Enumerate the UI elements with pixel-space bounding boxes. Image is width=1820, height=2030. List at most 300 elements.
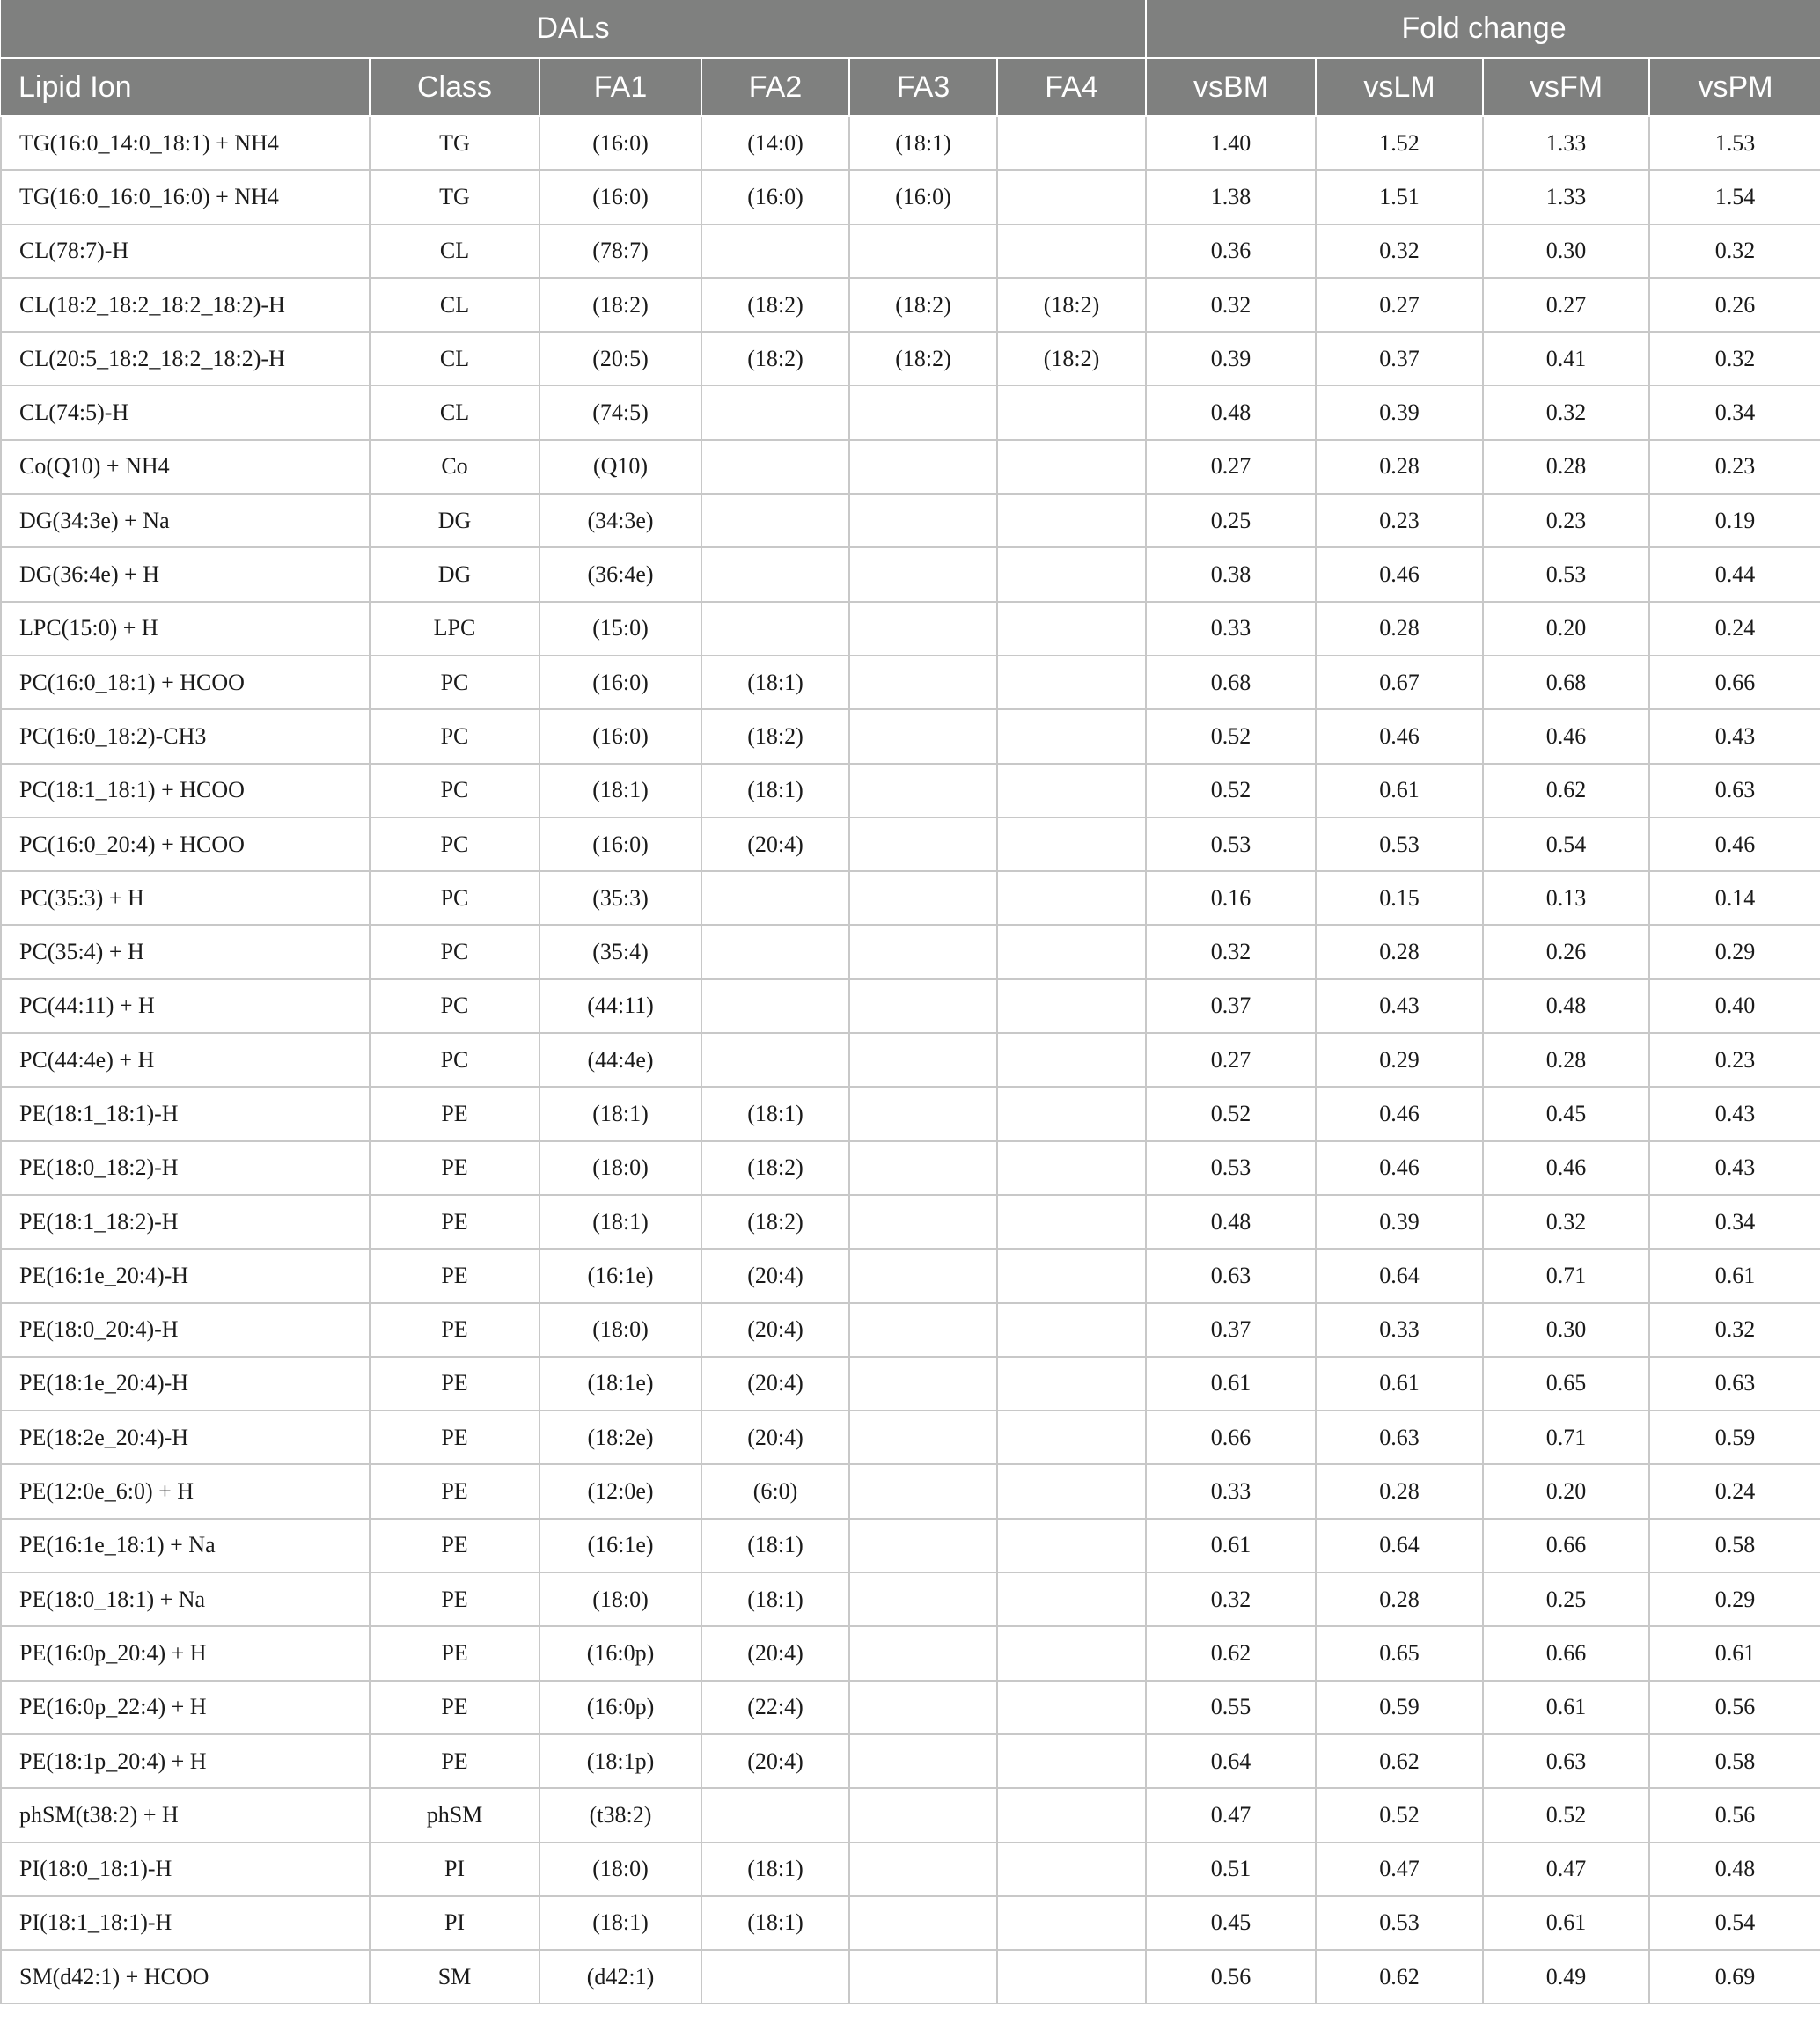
- cell-lipid-ion: PE(18:0_18:1) + Na: [1, 1572, 370, 1626]
- cell-vsfm: 0.20: [1483, 1464, 1649, 1518]
- cell-vspm: 0.32: [1649, 1303, 1820, 1357]
- table-row: [1, 764, 1820, 817]
- cell-vslm: 0.46: [1316, 1087, 1483, 1140]
- cell-vspm: 0.43: [1649, 1141, 1820, 1195]
- cell-fa3: [849, 1788, 997, 1842]
- cell-fa1: (Q10): [539, 440, 701, 494]
- table-row: [1, 1896, 1820, 1950]
- cell-fa3: (18:2): [849, 278, 997, 332]
- cell-fa2: (20:4): [701, 1734, 849, 1788]
- cell-class: PC: [370, 817, 539, 871]
- cell-fa3: [849, 1572, 997, 1626]
- cell-fa3: [849, 1303, 997, 1357]
- cell-fa2: (18:1): [701, 1896, 849, 1950]
- cell-fa1: (16:0): [539, 817, 701, 871]
- table-row: [1, 1141, 1820, 1195]
- cell-vslm: 0.28: [1316, 1572, 1483, 1626]
- cell-fa3: [849, 224, 997, 278]
- cell-fa4: [997, 1249, 1146, 1302]
- cell-fa3: [849, 1411, 997, 1464]
- cell-vslm: 0.52: [1316, 1788, 1483, 1842]
- table-row: [1, 1195, 1820, 1249]
- cell-fa2: [701, 494, 849, 547]
- cell-vsfm: 0.61: [1483, 1896, 1649, 1950]
- table-row: [1, 1249, 1820, 1302]
- cell-lipid-ion: Co(Q10) + NH4: [1, 440, 370, 494]
- cell-fa2: (18:1): [701, 1843, 849, 1896]
- cell-lipid-ion: SM(d42:1) + HCOO: [1, 1950, 370, 2004]
- cell-vslm: 0.28: [1316, 1464, 1483, 1518]
- cell-vsfm: 0.71: [1483, 1411, 1649, 1464]
- cell-vsfm: 0.26: [1483, 925, 1649, 978]
- cell-vspm: 1.54: [1649, 170, 1820, 224]
- cell-fa4: [997, 1788, 1146, 1842]
- cell-lipid-ion: DG(36:4e) + H: [1, 547, 370, 601]
- cell-vsbm: 0.36: [1146, 224, 1316, 278]
- cell-fa3: [849, 1896, 997, 1950]
- cell-vsbm: 0.32: [1146, 278, 1316, 332]
- cell-vslm: 0.28: [1316, 925, 1483, 978]
- cell-vslm: 1.52: [1316, 116, 1483, 170]
- cell-vsfm: 0.13: [1483, 871, 1649, 925]
- cell-fa1: (35:4): [539, 925, 701, 978]
- cell-lipid-ion: PC(44:4e) + H: [1, 1033, 370, 1087]
- cell-fa4: [997, 116, 1146, 170]
- cell-vslm: 0.46: [1316, 1141, 1483, 1195]
- cell-vsbm: 0.68: [1146, 656, 1316, 709]
- table-row: [1, 1572, 1820, 1626]
- cell-vspm: 0.58: [1649, 1519, 1820, 1572]
- cell-fa4: [997, 925, 1146, 978]
- cell-vsfm: 0.30: [1483, 224, 1649, 278]
- cell-lipid-ion: LPC(15:0) + H: [1, 602, 370, 656]
- table-row: [1, 494, 1820, 547]
- cell-lipid-ion: PE(18:1_18:1)-H: [1, 1087, 370, 1140]
- cell-fa3: [849, 1357, 997, 1411]
- cell-vsbm: 1.38: [1146, 170, 1316, 224]
- cell-vsfm: 0.54: [1483, 817, 1649, 871]
- cell-vspm: 0.61: [1649, 1249, 1820, 1302]
- cell-vspm: 0.56: [1649, 1788, 1820, 1842]
- cell-fa4: [997, 1141, 1146, 1195]
- cell-vspm: 0.24: [1649, 602, 1820, 656]
- cell-vsbm: 0.48: [1146, 1195, 1316, 1249]
- cell-fa1: (18:0): [539, 1843, 701, 1896]
- cell-fa2: [701, 602, 849, 656]
- cell-vsbm: 0.47: [1146, 1788, 1316, 1842]
- cell-vsfm: 0.46: [1483, 1141, 1649, 1195]
- cell-vsbm: 0.32: [1146, 925, 1316, 978]
- cell-fa4: [997, 1357, 1146, 1411]
- cell-lipid-ion: PC(16:0_18:1) + HCOO: [1, 656, 370, 709]
- cell-class: PE: [370, 1734, 539, 1788]
- cell-vslm: 0.47: [1316, 1843, 1483, 1896]
- cell-fa3: [849, 440, 997, 494]
- cell-fa1: (18:1): [539, 1896, 701, 1950]
- cell-vsbm: 0.39: [1146, 332, 1316, 385]
- cell-fa2: (6:0): [701, 1464, 849, 1518]
- cell-fa2: [701, 979, 849, 1033]
- cell-vsbm: 0.32: [1146, 1572, 1316, 1626]
- cell-lipid-ion: PE(18:1p_20:4) + H: [1, 1734, 370, 1788]
- cell-vspm: 0.26: [1649, 278, 1820, 332]
- cell-lipid-ion: PC(16:0_20:4) + HCOO: [1, 817, 370, 871]
- cell-vslm: 0.37: [1316, 332, 1483, 385]
- cell-vsbm: 0.55: [1146, 1681, 1316, 1734]
- cell-class: PE: [370, 1141, 539, 1195]
- cell-fa4: [997, 1195, 1146, 1249]
- cell-class: PE: [370, 1519, 539, 1572]
- cell-fa1: (15:0): [539, 602, 701, 656]
- fold-change-group-header: Fold change: [1146, 0, 1820, 58]
- cell-vsfm: 1.33: [1483, 170, 1649, 224]
- cell-vslm: 0.64: [1316, 1519, 1483, 1572]
- cell-vsbm: 0.27: [1146, 1033, 1316, 1087]
- cell-vsfm: 0.48: [1483, 979, 1649, 1033]
- cell-vspm: 0.63: [1649, 764, 1820, 817]
- cell-vspm: 0.19: [1649, 494, 1820, 547]
- cell-class: PI: [370, 1896, 539, 1950]
- cell-lipid-ion: phSM(t38:2) + H: [1, 1788, 370, 1842]
- cell-vsfm: 0.32: [1483, 385, 1649, 439]
- cell-fa3: [849, 1195, 997, 1249]
- cell-fa2: [701, 1950, 849, 2004]
- table-row: [1, 440, 1820, 494]
- cell-vsfm: 0.71: [1483, 1249, 1649, 1302]
- cell-lipid-ion: PE(16:1e_18:1) + Na: [1, 1519, 370, 1572]
- cell-vsfm: 0.68: [1483, 656, 1649, 709]
- cell-fa2: (16:0): [701, 170, 849, 224]
- cell-class: PE: [370, 1411, 539, 1464]
- cell-vspm: 0.43: [1649, 1087, 1820, 1140]
- cell-vslm: 0.32: [1316, 224, 1483, 278]
- cell-fa2: (20:4): [701, 817, 849, 871]
- cell-lipid-ion: PC(16:0_18:2)-CH3: [1, 709, 370, 763]
- cell-fa1: (18:2e): [539, 1411, 701, 1464]
- cell-vsfm: 0.52: [1483, 1788, 1649, 1842]
- cell-vspm: 0.29: [1649, 925, 1820, 978]
- column-header-lipid-ion: Lipid Ion: [1, 58, 370, 116]
- cell-fa4: [997, 170, 1146, 224]
- cell-vsfm: 0.47: [1483, 1843, 1649, 1896]
- table-row: [1, 278, 1820, 332]
- cell-fa2: (18:2): [701, 1195, 849, 1249]
- cell-fa3: [849, 709, 997, 763]
- cell-fa2: (18:2): [701, 1141, 849, 1195]
- cell-fa4: [997, 1411, 1146, 1464]
- cell-fa3: [849, 602, 997, 656]
- cell-class: PE: [370, 1303, 539, 1357]
- cell-class: Co: [370, 440, 539, 494]
- table-header: [1, 0, 1820, 116]
- cell-fa2: [701, 1033, 849, 1087]
- cell-vspm: 0.34: [1649, 385, 1820, 439]
- cell-vsfm: 0.65: [1483, 1357, 1649, 1411]
- table-row: [1, 709, 1820, 763]
- cell-fa4: [997, 602, 1146, 656]
- cell-class: CL: [370, 332, 539, 385]
- cell-vslm: 0.33: [1316, 1303, 1483, 1357]
- column-header-class: Class: [370, 58, 539, 116]
- cell-vsfm: 0.30: [1483, 1303, 1649, 1357]
- cell-lipid-ion: PE(18:0_18:2)-H: [1, 1141, 370, 1195]
- cell-fa1: (d42:1): [539, 1950, 701, 2004]
- cell-fa2: [701, 224, 849, 278]
- cell-vslm: 1.51: [1316, 170, 1483, 224]
- table-row: [1, 1033, 1820, 1087]
- cell-lipid-ion: PE(18:1e_20:4)-H: [1, 1357, 370, 1411]
- cell-fa2: (20:4): [701, 1411, 849, 1464]
- table-row: [1, 656, 1820, 709]
- cell-lipid-ion: CL(74:5)-H: [1, 385, 370, 439]
- cell-lipid-ion: CL(18:2_18:2_18:2_18:2)-H: [1, 278, 370, 332]
- cell-vspm: 0.32: [1649, 224, 1820, 278]
- cell-fa3: [849, 1734, 997, 1788]
- cell-vsfm: 0.25: [1483, 1572, 1649, 1626]
- cell-lipid-ion: PC(35:3) + H: [1, 871, 370, 925]
- cell-vsbm: 0.37: [1146, 1303, 1316, 1357]
- cell-lipid-ion: PC(18:1_18:1) + HCOO: [1, 764, 370, 817]
- cell-fa2: (18:1): [701, 1519, 849, 1572]
- cell-vslm: 0.62: [1316, 1950, 1483, 2004]
- cell-class: PC: [370, 979, 539, 1033]
- cell-vspm: 0.14: [1649, 871, 1820, 925]
- cell-fa1: (18:1): [539, 1087, 701, 1140]
- cell-vspm: 0.54: [1649, 1896, 1820, 1950]
- cell-fa4: [997, 1681, 1146, 1734]
- cell-fa2: (20:4): [701, 1249, 849, 1302]
- cell-vsfm: 0.41: [1483, 332, 1649, 385]
- cell-vslm: 0.27: [1316, 278, 1483, 332]
- table-body: [1, 116, 1820, 2004]
- cell-class: SM: [370, 1950, 539, 2004]
- cell-fa4: [997, 1303, 1146, 1357]
- cell-vslm: 0.28: [1316, 440, 1483, 494]
- cell-lipid-ion: PE(12:0e_6:0) + H: [1, 1464, 370, 1518]
- cell-fa3: [849, 385, 997, 439]
- cell-class: phSM: [370, 1788, 539, 1842]
- table-row: [1, 332, 1820, 385]
- cell-vslm: 0.59: [1316, 1681, 1483, 1734]
- cell-fa2: (20:4): [701, 1357, 849, 1411]
- cell-vsbm: 0.62: [1146, 1626, 1316, 1680]
- cell-vspm: 0.63: [1649, 1357, 1820, 1411]
- table-row: [1, 925, 1820, 978]
- cell-vsbm: 0.52: [1146, 764, 1316, 817]
- cell-vsfm: 0.49: [1483, 1950, 1649, 2004]
- cell-fa4: [997, 440, 1146, 494]
- cell-vspm: 0.48: [1649, 1843, 1820, 1896]
- cell-fa4: (18:2): [997, 332, 1146, 385]
- cell-fa1: (18:0): [539, 1572, 701, 1626]
- cell-class: DG: [370, 547, 539, 601]
- cell-vspm: 0.66: [1649, 656, 1820, 709]
- cell-fa4: [997, 1087, 1146, 1140]
- cell-vslm: 0.65: [1316, 1626, 1483, 1680]
- cell-vsbm: 0.66: [1146, 1411, 1316, 1464]
- cell-vsfm: 0.27: [1483, 278, 1649, 332]
- cell-fa1: (20:5): [539, 332, 701, 385]
- cell-fa2: [701, 871, 849, 925]
- cell-vspm: 0.40: [1649, 979, 1820, 1033]
- cell-fa4: [997, 1033, 1146, 1087]
- cell-fa1: (34:3e): [539, 494, 701, 547]
- cell-fa3: [849, 1950, 997, 2004]
- table-row: [1, 547, 1820, 601]
- cell-class: PE: [370, 1357, 539, 1411]
- cell-fa3: [849, 871, 997, 925]
- column-header-vslm: vsLM: [1316, 58, 1483, 116]
- cell-fa4: [997, 979, 1146, 1033]
- column-header-fa4: FA4: [997, 58, 1146, 116]
- cell-fa2: (22:4): [701, 1681, 849, 1734]
- cell-class: PC: [370, 925, 539, 978]
- cell-vspm: 0.23: [1649, 1033, 1820, 1087]
- cell-class: PC: [370, 709, 539, 763]
- cell-vsfm: 0.46: [1483, 709, 1649, 763]
- cell-class: PE: [370, 1195, 539, 1249]
- cell-fa1: (t38:2): [539, 1788, 701, 1842]
- cell-lipid-ion: PI(18:1_18:1)-H: [1, 1896, 370, 1950]
- cell-fa3: (16:0): [849, 170, 997, 224]
- cell-fa1: (18:0): [539, 1141, 701, 1195]
- cell-fa3: [849, 1464, 997, 1518]
- cell-lipid-ion: PE(16:0p_22:4) + H: [1, 1681, 370, 1734]
- cell-fa1: (36:4e): [539, 547, 701, 601]
- cell-fa2: (20:4): [701, 1626, 849, 1680]
- cell-fa4: [997, 764, 1146, 817]
- table-row: [1, 224, 1820, 278]
- cell-fa2: [701, 1788, 849, 1842]
- cell-fa4: [997, 547, 1146, 601]
- cell-fa1: (44:4e): [539, 1033, 701, 1087]
- cell-fa1: (35:3): [539, 871, 701, 925]
- column-header-vsfm: vsFM: [1483, 58, 1649, 116]
- table-row: [1, 1788, 1820, 1842]
- cell-class: PE: [370, 1087, 539, 1140]
- cell-lipid-ion: PI(18:0_18:1)-H: [1, 1843, 370, 1896]
- cell-vsfm: 0.23: [1483, 494, 1649, 547]
- cell-fa4: [997, 1626, 1146, 1680]
- cell-class: CL: [370, 385, 539, 439]
- cell-vsbm: 0.52: [1146, 1087, 1316, 1140]
- column-header-fa3: FA3: [849, 58, 997, 116]
- cell-vslm: 0.61: [1316, 1357, 1483, 1411]
- cell-class: PI: [370, 1843, 539, 1896]
- cell-vsbm: 0.45: [1146, 1896, 1316, 1950]
- cell-vsbm: 0.51: [1146, 1843, 1316, 1896]
- cell-vslm: 0.62: [1316, 1734, 1483, 1788]
- cell-fa2: (18:2): [701, 709, 849, 763]
- table-row: [1, 817, 1820, 871]
- cell-fa3: [849, 1626, 997, 1680]
- cell-fa3: [849, 1843, 997, 1896]
- cell-fa1: (18:2): [539, 278, 701, 332]
- cell-fa1: (16:1e): [539, 1249, 701, 1302]
- table-row: [1, 1411, 1820, 1464]
- cell-fa1: (16:0): [539, 709, 701, 763]
- cell-fa2: (18:1): [701, 1572, 849, 1626]
- cell-fa4: [997, 817, 1146, 871]
- cell-vsbm: 0.37: [1146, 979, 1316, 1033]
- table-row: [1, 1626, 1820, 1680]
- cell-lipid-ion: TG(16:0_16:0_16:0) + NH4: [1, 170, 370, 224]
- column-header-fa2: FA2: [701, 58, 849, 116]
- cell-class: TG: [370, 170, 539, 224]
- cell-lipid-ion: PE(18:2e_20:4)-H: [1, 1411, 370, 1464]
- cell-lipid-ion: CL(20:5_18:2_18:2_18:2)-H: [1, 332, 370, 385]
- cell-vspm: 0.29: [1649, 1572, 1820, 1626]
- cell-fa4: [997, 1950, 1146, 2004]
- cell-fa3: [849, 764, 997, 817]
- cell-class: TG: [370, 116, 539, 170]
- cell-lipid-ion: PE(16:0p_20:4) + H: [1, 1626, 370, 1680]
- cell-vsbm: 0.27: [1146, 440, 1316, 494]
- cell-fa3: [849, 1087, 997, 1140]
- cell-fa4: (18:2): [997, 278, 1146, 332]
- cell-vslm: 0.43: [1316, 979, 1483, 1033]
- cell-vsfm: 0.66: [1483, 1519, 1649, 1572]
- cell-fa3: [849, 547, 997, 601]
- cell-fa1: (16:0): [539, 170, 701, 224]
- cell-fa3: (18:1): [849, 116, 997, 170]
- cell-fa1: (18:1e): [539, 1357, 701, 1411]
- cell-vsbm: 0.64: [1146, 1734, 1316, 1788]
- table-row: [1, 1843, 1820, 1896]
- cell-fa1: (18:1): [539, 764, 701, 817]
- cell-fa3: [849, 817, 997, 871]
- cell-fa3: [849, 656, 997, 709]
- group-header-row: [1, 0, 1820, 58]
- cell-vslm: 0.61: [1316, 764, 1483, 817]
- cell-vslm: 0.28: [1316, 602, 1483, 656]
- cell-fa1: (12:0e): [539, 1464, 701, 1518]
- cell-fa1: (18:0): [539, 1303, 701, 1357]
- cell-fa2: (18:1): [701, 764, 849, 817]
- cell-fa3: [849, 925, 997, 978]
- cell-vsfm: 0.53: [1483, 547, 1649, 601]
- cell-vsbm: 1.40: [1146, 116, 1316, 170]
- cell-vsfm: 0.63: [1483, 1734, 1649, 1788]
- cell-vsbm: 0.52: [1146, 709, 1316, 763]
- cell-vsbm: 0.38: [1146, 547, 1316, 601]
- cell-fa2: (18:1): [701, 1087, 849, 1140]
- cell-vsfm: 0.28: [1483, 440, 1649, 494]
- table-row: [1, 1303, 1820, 1357]
- column-header-vspm: vsPM: [1649, 58, 1820, 116]
- cell-fa2: (18:2): [701, 278, 849, 332]
- cell-lipid-ion: PE(18:0_20:4)-H: [1, 1303, 370, 1357]
- cell-fa4: [997, 1843, 1146, 1896]
- cell-fa4: [997, 1519, 1146, 1572]
- cell-fa4: [997, 1464, 1146, 1518]
- cell-lipid-ion: PC(44:11) + H: [1, 979, 370, 1033]
- cell-vsfm: 0.61: [1483, 1681, 1649, 1734]
- cell-vspm: 0.46: [1649, 817, 1820, 871]
- cell-fa4: [997, 385, 1146, 439]
- cell-vsbm: 0.48: [1146, 385, 1316, 439]
- cell-vsfm: 0.32: [1483, 1195, 1649, 1249]
- cell-vspm: 0.58: [1649, 1734, 1820, 1788]
- cell-class: DG: [370, 494, 539, 547]
- cell-vsbm: 0.16: [1146, 871, 1316, 925]
- cell-class: PE: [370, 1249, 539, 1302]
- cell-fa1: (16:0p): [539, 1626, 701, 1680]
- table-row: [1, 170, 1820, 224]
- cell-lipid-ion: PC(35:4) + H: [1, 925, 370, 978]
- cell-fa2: [701, 547, 849, 601]
- cell-class: PC: [370, 656, 539, 709]
